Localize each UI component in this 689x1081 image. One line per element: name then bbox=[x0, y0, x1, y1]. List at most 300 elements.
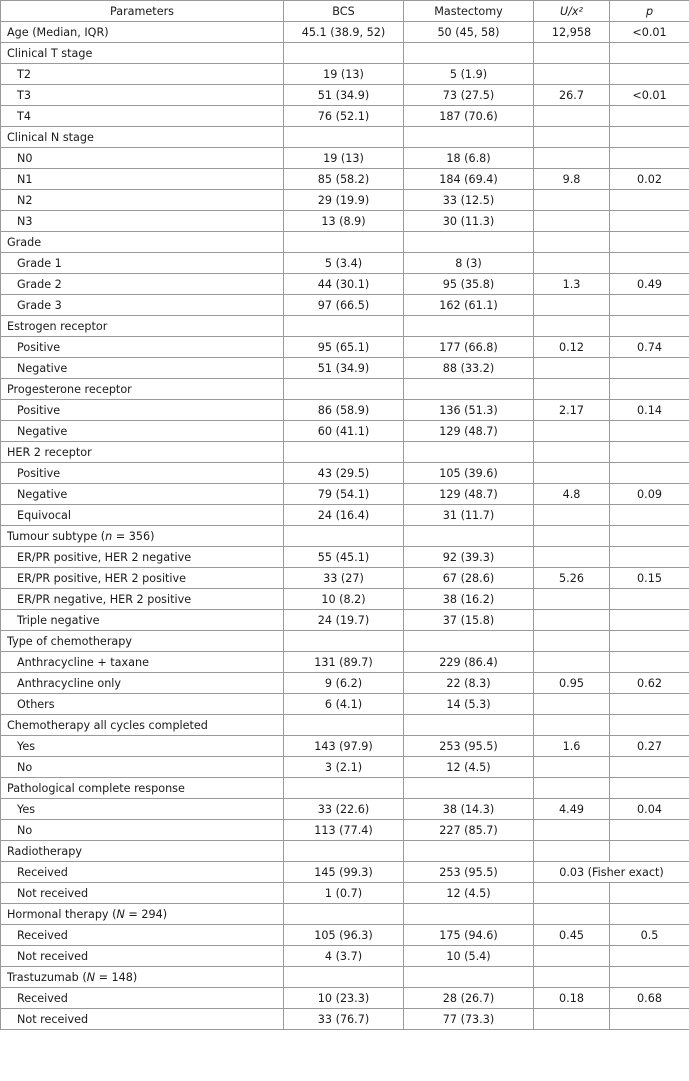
empty-cell bbox=[610, 904, 689, 925]
bcs-value: 60 (41.1) bbox=[284, 421, 404, 442]
bcs-value: 29 (19.9) bbox=[284, 190, 404, 211]
mastectomy-value: 12 (4.5) bbox=[404, 883, 534, 904]
table-row bbox=[1, 799, 689, 820]
bcs-value: 105 (96.3) bbox=[284, 925, 404, 946]
statistic-value bbox=[534, 358, 610, 379]
p-value bbox=[610, 295, 689, 316]
empty-cell bbox=[404, 526, 534, 547]
statistic-value: 1.6 bbox=[534, 736, 610, 757]
statistic-value bbox=[534, 463, 610, 484]
group-label bbox=[1, 715, 284, 736]
empty-cell bbox=[404, 127, 534, 148]
empty-cell bbox=[284, 442, 404, 463]
statistic-value bbox=[534, 589, 610, 610]
table-row bbox=[1, 673, 689, 694]
table-row bbox=[1, 589, 689, 610]
bcs-value: 51 (34.9) bbox=[284, 358, 404, 379]
empty-cell bbox=[610, 841, 689, 862]
bcs-value: 19 (13) bbox=[284, 148, 404, 169]
statistic-value bbox=[534, 757, 610, 778]
empty-cell bbox=[534, 442, 610, 463]
p-value bbox=[610, 589, 689, 610]
statistic-value: 0.95 bbox=[534, 673, 610, 694]
group-label-text: HER 2 receptor bbox=[7, 445, 92, 459]
statistic-value bbox=[534, 421, 610, 442]
mastectomy-value: 50 (45, 58) bbox=[404, 22, 534, 43]
mastectomy-value: 33 (12.5) bbox=[404, 190, 534, 211]
p-value bbox=[610, 505, 689, 526]
group-label bbox=[1, 778, 284, 799]
table-row bbox=[1, 358, 689, 379]
statistic-value bbox=[534, 1009, 610, 1030]
group-label bbox=[1, 526, 284, 547]
group-label-italic: N bbox=[116, 907, 125, 921]
bcs-value: 113 (77.4) bbox=[284, 820, 404, 841]
bcs-value: 143 (97.9) bbox=[284, 736, 404, 757]
table-row bbox=[1, 106, 689, 127]
table-body bbox=[1, 22, 689, 1030]
header-bcs: BCS bbox=[284, 1, 404, 22]
bcs-value: 10 (8.2) bbox=[284, 589, 404, 610]
empty-cell bbox=[404, 43, 534, 64]
row-label: Triple negative bbox=[1, 610, 284, 631]
group-label bbox=[1, 232, 284, 253]
table-row bbox=[1, 925, 689, 946]
group-header-row bbox=[1, 715, 689, 736]
empty-cell bbox=[284, 715, 404, 736]
p-value bbox=[610, 211, 689, 232]
group-header-row bbox=[1, 904, 689, 925]
p-value bbox=[610, 190, 689, 211]
group-label bbox=[1, 967, 284, 988]
statistic-value: 0.18 bbox=[534, 988, 610, 1009]
group-label-text: Type of chemotherapy bbox=[7, 634, 132, 648]
group-header-row bbox=[1, 967, 689, 988]
mastectomy-value: 31 (11.7) bbox=[404, 505, 534, 526]
group-header-row bbox=[1, 631, 689, 652]
mastectomy-value: 8 (3) bbox=[404, 253, 534, 274]
bcs-value: 33 (27) bbox=[284, 568, 404, 589]
group-label-text: Grade bbox=[7, 235, 42, 249]
bcs-value: 79 (54.1) bbox=[284, 484, 404, 505]
table-row bbox=[1, 862, 689, 883]
row-label: Not received bbox=[1, 1009, 284, 1030]
p-value: <0.01 bbox=[610, 85, 689, 106]
mastectomy-value: 14 (5.3) bbox=[404, 694, 534, 715]
group-header-row bbox=[1, 127, 689, 148]
bcs-value: 86 (58.9) bbox=[284, 400, 404, 421]
mastectomy-value: 73 (27.5) bbox=[404, 85, 534, 106]
p-value bbox=[610, 463, 689, 484]
bcs-value: 45.1 (38.9, 52) bbox=[284, 22, 404, 43]
p-value: 0.62 bbox=[610, 673, 689, 694]
bcs-value: 19 (13) bbox=[284, 64, 404, 85]
empty-cell bbox=[534, 841, 610, 862]
group-label bbox=[1, 379, 284, 400]
table-row bbox=[1, 736, 689, 757]
group-label-text: Pathological complete response bbox=[7, 781, 185, 795]
group-header-row bbox=[1, 379, 689, 400]
group-header-row bbox=[1, 316, 689, 337]
empty-cell bbox=[610, 127, 689, 148]
bcs-value: 13 (8.9) bbox=[284, 211, 404, 232]
row-label: N1 bbox=[1, 169, 284, 190]
group-label bbox=[1, 43, 284, 64]
statistic-value bbox=[534, 64, 610, 85]
empty-cell bbox=[610, 778, 689, 799]
mastectomy-value: 253 (95.5) bbox=[404, 736, 534, 757]
empty-cell bbox=[534, 379, 610, 400]
table-row bbox=[1, 568, 689, 589]
mastectomy-value: 227 (85.7) bbox=[404, 820, 534, 841]
header-mastectomy: Mastectomy bbox=[404, 1, 534, 22]
group-label bbox=[1, 841, 284, 862]
bcs-value: 33 (22.6) bbox=[284, 799, 404, 820]
empty-cell bbox=[610, 43, 689, 64]
table-row bbox=[1, 988, 689, 1009]
table-row bbox=[1, 883, 689, 904]
bcs-value: 95 (65.1) bbox=[284, 337, 404, 358]
p-value: 0.68 bbox=[610, 988, 689, 1009]
row-label: N0 bbox=[1, 148, 284, 169]
row-label: Yes bbox=[1, 736, 284, 757]
p-value bbox=[610, 64, 689, 85]
row-label: ER/PR positive, HER 2 positive bbox=[1, 568, 284, 589]
table-row bbox=[1, 400, 689, 421]
group-label-text: Clinical N stage bbox=[7, 130, 94, 144]
row-label: Received bbox=[1, 862, 284, 883]
bcs-value: 55 (45.1) bbox=[284, 547, 404, 568]
table-row bbox=[1, 211, 689, 232]
p-value bbox=[610, 148, 689, 169]
p-value bbox=[610, 946, 689, 967]
row-label: Positive bbox=[1, 400, 284, 421]
empty-cell bbox=[610, 631, 689, 652]
mastectomy-value: 184 (69.4) bbox=[404, 169, 534, 190]
mastectomy-value: 95 (35.8) bbox=[404, 274, 534, 295]
statistic-value bbox=[534, 190, 610, 211]
empty-cell bbox=[610, 442, 689, 463]
empty-cell bbox=[610, 526, 689, 547]
row-label: Age (Median, IQR) bbox=[1, 22, 284, 43]
table-row bbox=[1, 85, 689, 106]
mastectomy-value: 37 (15.8) bbox=[404, 610, 534, 631]
empty-cell bbox=[534, 778, 610, 799]
p-value bbox=[610, 421, 689, 442]
row-label: Yes bbox=[1, 799, 284, 820]
mastectomy-value: 38 (16.2) bbox=[404, 589, 534, 610]
empty-cell bbox=[534, 904, 610, 925]
mastectomy-value: 229 (86.4) bbox=[404, 652, 534, 673]
row-label: Received bbox=[1, 925, 284, 946]
bcs-value: 1 (0.7) bbox=[284, 883, 404, 904]
empty-cell bbox=[534, 715, 610, 736]
table-row bbox=[1, 148, 689, 169]
empty-cell bbox=[610, 316, 689, 337]
header-parameters: Parameters bbox=[1, 1, 284, 22]
row-label: Grade 3 bbox=[1, 295, 284, 316]
table-row bbox=[1, 463, 689, 484]
group-label-italic: N bbox=[86, 970, 96, 984]
empty-cell bbox=[404, 442, 534, 463]
mastectomy-value: 28 (26.7) bbox=[404, 988, 534, 1009]
group-label bbox=[1, 904, 284, 925]
table-row bbox=[1, 295, 689, 316]
table-row bbox=[1, 190, 689, 211]
empty-cell bbox=[404, 631, 534, 652]
bcs-value: 76 (52.1) bbox=[284, 106, 404, 127]
statistic-value: 12,958 bbox=[534, 22, 610, 43]
p-value: <0.01 bbox=[610, 22, 689, 43]
table-row bbox=[1, 253, 689, 274]
mastectomy-value: 77 (73.3) bbox=[404, 1009, 534, 1030]
mastectomy-value: 67 (28.6) bbox=[404, 568, 534, 589]
group-label-text: Hormonal therapy ( bbox=[7, 907, 117, 921]
statistic-value: 5.26 bbox=[534, 568, 610, 589]
group-header-row bbox=[1, 232, 689, 253]
empty-cell bbox=[404, 316, 534, 337]
mastectomy-value: 12 (4.5) bbox=[404, 757, 534, 778]
row-label: Anthracycline + taxane bbox=[1, 652, 284, 673]
row-label: Grade 2 bbox=[1, 274, 284, 295]
empty-cell bbox=[284, 43, 404, 64]
bcs-value: 85 (58.2) bbox=[284, 169, 404, 190]
row-label: Positive bbox=[1, 463, 284, 484]
empty-cell bbox=[534, 127, 610, 148]
mastectomy-value: 30 (11.3) bbox=[404, 211, 534, 232]
row-label: N2 bbox=[1, 190, 284, 211]
group-label bbox=[1, 127, 284, 148]
row-label: ER/PR positive, HER 2 negative bbox=[1, 547, 284, 568]
mastectomy-value: 129 (48.7) bbox=[404, 484, 534, 505]
empty-cell bbox=[404, 904, 534, 925]
group-label-tail: = 356) bbox=[112, 529, 155, 543]
statistic-value bbox=[534, 820, 610, 841]
table-row bbox=[1, 337, 689, 358]
mastectomy-value: 18 (6.8) bbox=[404, 148, 534, 169]
group-label-tail: = 148) bbox=[95, 970, 138, 984]
row-label: Negative bbox=[1, 421, 284, 442]
empty-cell bbox=[610, 379, 689, 400]
p-value bbox=[610, 883, 689, 904]
empty-cell bbox=[284, 841, 404, 862]
row-label: Equivocal bbox=[1, 505, 284, 526]
group-label-text: Clinical T stage bbox=[7, 46, 93, 60]
group-label-text: Estrogen receptor bbox=[7, 319, 108, 333]
row-label: Negative bbox=[1, 358, 284, 379]
statistic-value bbox=[534, 883, 610, 904]
bcs-value: 43 (29.5) bbox=[284, 463, 404, 484]
empty-cell bbox=[404, 379, 534, 400]
row-label: Positive bbox=[1, 337, 284, 358]
empty-cell bbox=[610, 715, 689, 736]
header-row bbox=[1, 1, 689, 22]
row-label: Negative bbox=[1, 484, 284, 505]
row-label: No bbox=[1, 757, 284, 778]
statistic-value: 4.8 bbox=[534, 484, 610, 505]
empty-cell bbox=[284, 232, 404, 253]
p-value bbox=[610, 757, 689, 778]
empty-cell bbox=[404, 967, 534, 988]
table-row bbox=[1, 652, 689, 673]
table-row bbox=[1, 610, 689, 631]
mastectomy-value: 162 (61.1) bbox=[404, 295, 534, 316]
group-label-italic: n bbox=[105, 529, 113, 543]
row-label: T3 bbox=[1, 85, 284, 106]
mastectomy-value: 253 (95.5) bbox=[404, 862, 534, 883]
row-label: Received bbox=[1, 988, 284, 1009]
p-value bbox=[610, 820, 689, 841]
group-header-row bbox=[1, 526, 689, 547]
bcs-value: 97 (66.5) bbox=[284, 295, 404, 316]
empty-cell bbox=[534, 316, 610, 337]
empty-cell bbox=[404, 232, 534, 253]
mastectomy-value: 175 (94.6) bbox=[404, 925, 534, 946]
mastectomy-value: 92 (39.3) bbox=[404, 547, 534, 568]
p-value: 0.74 bbox=[610, 337, 689, 358]
bcs-value: 6 (4.1) bbox=[284, 694, 404, 715]
bcs-value: 24 (19.7) bbox=[284, 610, 404, 631]
empty-cell bbox=[404, 715, 534, 736]
row-label: Anthracycline only bbox=[1, 673, 284, 694]
bcs-value: 4 (3.7) bbox=[284, 946, 404, 967]
statistic-value bbox=[534, 610, 610, 631]
empty-cell bbox=[284, 379, 404, 400]
p-value: 0.49 bbox=[610, 274, 689, 295]
p-value bbox=[610, 694, 689, 715]
statistic-value bbox=[534, 106, 610, 127]
merged-statistic-value: 0.03 (Fisher exact) bbox=[534, 862, 689, 883]
group-label bbox=[1, 316, 284, 337]
group-header-row bbox=[1, 43, 689, 64]
table-row bbox=[1, 946, 689, 967]
p-value: 0.27 bbox=[610, 736, 689, 757]
p-value bbox=[610, 610, 689, 631]
bcs-value: 3 (2.1) bbox=[284, 757, 404, 778]
row-label: ER/PR negative, HER 2 positive bbox=[1, 589, 284, 610]
bcs-value: 24 (16.4) bbox=[284, 505, 404, 526]
table-row bbox=[1, 22, 689, 43]
empty-cell bbox=[284, 316, 404, 337]
bcs-value: 145 (99.3) bbox=[284, 862, 404, 883]
group-label-text: Radiotherapy bbox=[7, 844, 82, 858]
table-row bbox=[1, 1009, 689, 1030]
table-row bbox=[1, 505, 689, 526]
statistic-value: 26.7 bbox=[534, 85, 610, 106]
table-row bbox=[1, 169, 689, 190]
empty-cell bbox=[404, 841, 534, 862]
header-p-value: p bbox=[610, 1, 689, 22]
statistic-value bbox=[534, 253, 610, 274]
group-header-row bbox=[1, 841, 689, 862]
mastectomy-value: 129 (48.7) bbox=[404, 421, 534, 442]
statistic-value bbox=[534, 694, 610, 715]
statistic-value bbox=[534, 946, 610, 967]
table-row bbox=[1, 274, 689, 295]
empty-cell bbox=[534, 967, 610, 988]
statistic-value: 2.17 bbox=[534, 400, 610, 421]
empty-cell bbox=[284, 778, 404, 799]
p-value: 0.09 bbox=[610, 484, 689, 505]
mastectomy-value: 10 (5.4) bbox=[404, 946, 534, 967]
statistic-value: 9.8 bbox=[534, 169, 610, 190]
table-row bbox=[1, 820, 689, 841]
row-label: No bbox=[1, 820, 284, 841]
row-label: T2 bbox=[1, 64, 284, 85]
group-label-text: Progesterone receptor bbox=[7, 382, 132, 396]
mastectomy-value: 105 (39.6) bbox=[404, 463, 534, 484]
p-value bbox=[610, 1009, 689, 1030]
empty-cell bbox=[610, 232, 689, 253]
mastectomy-value: 5 (1.9) bbox=[404, 64, 534, 85]
row-label: N3 bbox=[1, 211, 284, 232]
table-row bbox=[1, 547, 689, 568]
statistic-value bbox=[534, 505, 610, 526]
p-value: 0.14 bbox=[610, 400, 689, 421]
row-label: Not received bbox=[1, 946, 284, 967]
mastectomy-value: 88 (33.2) bbox=[404, 358, 534, 379]
statistic-value: 0.12 bbox=[534, 337, 610, 358]
statistic-value bbox=[534, 148, 610, 169]
p-value: 0.15 bbox=[610, 568, 689, 589]
row-label: Others bbox=[1, 694, 284, 715]
group-label-text: Chemotherapy all cycles completed bbox=[7, 718, 208, 732]
p-value bbox=[610, 358, 689, 379]
group-label bbox=[1, 631, 284, 652]
mastectomy-value: 38 (14.3) bbox=[404, 799, 534, 820]
bcs-value: 51 (34.9) bbox=[284, 85, 404, 106]
table-row bbox=[1, 484, 689, 505]
empty-cell bbox=[534, 526, 610, 547]
bcs-value: 44 (30.1) bbox=[284, 274, 404, 295]
row-label: Grade 1 bbox=[1, 253, 284, 274]
table-row bbox=[1, 421, 689, 442]
empty-cell bbox=[404, 778, 534, 799]
empty-cell bbox=[284, 631, 404, 652]
row-label: T4 bbox=[1, 106, 284, 127]
table-row bbox=[1, 694, 689, 715]
header-statistic: U/x² bbox=[534, 1, 610, 22]
mastectomy-value: 136 (51.3) bbox=[404, 400, 534, 421]
statistic-value: 1.3 bbox=[534, 274, 610, 295]
empty-cell bbox=[284, 526, 404, 547]
bcs-value: 131 (89.7) bbox=[284, 652, 404, 673]
p-value bbox=[610, 547, 689, 568]
p-value bbox=[610, 253, 689, 274]
empty-cell bbox=[284, 967, 404, 988]
group-label-text: Tumour subtype ( bbox=[7, 529, 106, 543]
statistic-value bbox=[534, 652, 610, 673]
empty-cell bbox=[284, 127, 404, 148]
statistic-value bbox=[534, 295, 610, 316]
statistic-value bbox=[534, 547, 610, 568]
empty-cell bbox=[534, 43, 610, 64]
group-header-row bbox=[1, 442, 689, 463]
p-value: 0.04 bbox=[610, 799, 689, 820]
p-value: 0.5 bbox=[610, 925, 689, 946]
empty-cell bbox=[610, 967, 689, 988]
table-row bbox=[1, 757, 689, 778]
group-label-tail: = 294) bbox=[124, 907, 168, 921]
empty-cell bbox=[284, 904, 404, 925]
empty-cell bbox=[534, 232, 610, 253]
bcs-value: 33 (76.7) bbox=[284, 1009, 404, 1030]
bcs-value: 9 (6.2) bbox=[284, 673, 404, 694]
p-value: 0.02 bbox=[610, 169, 689, 190]
statistic-value: 4.49 bbox=[534, 799, 610, 820]
p-value bbox=[610, 652, 689, 673]
group-label-text: Trastuzumab ( bbox=[7, 970, 87, 984]
